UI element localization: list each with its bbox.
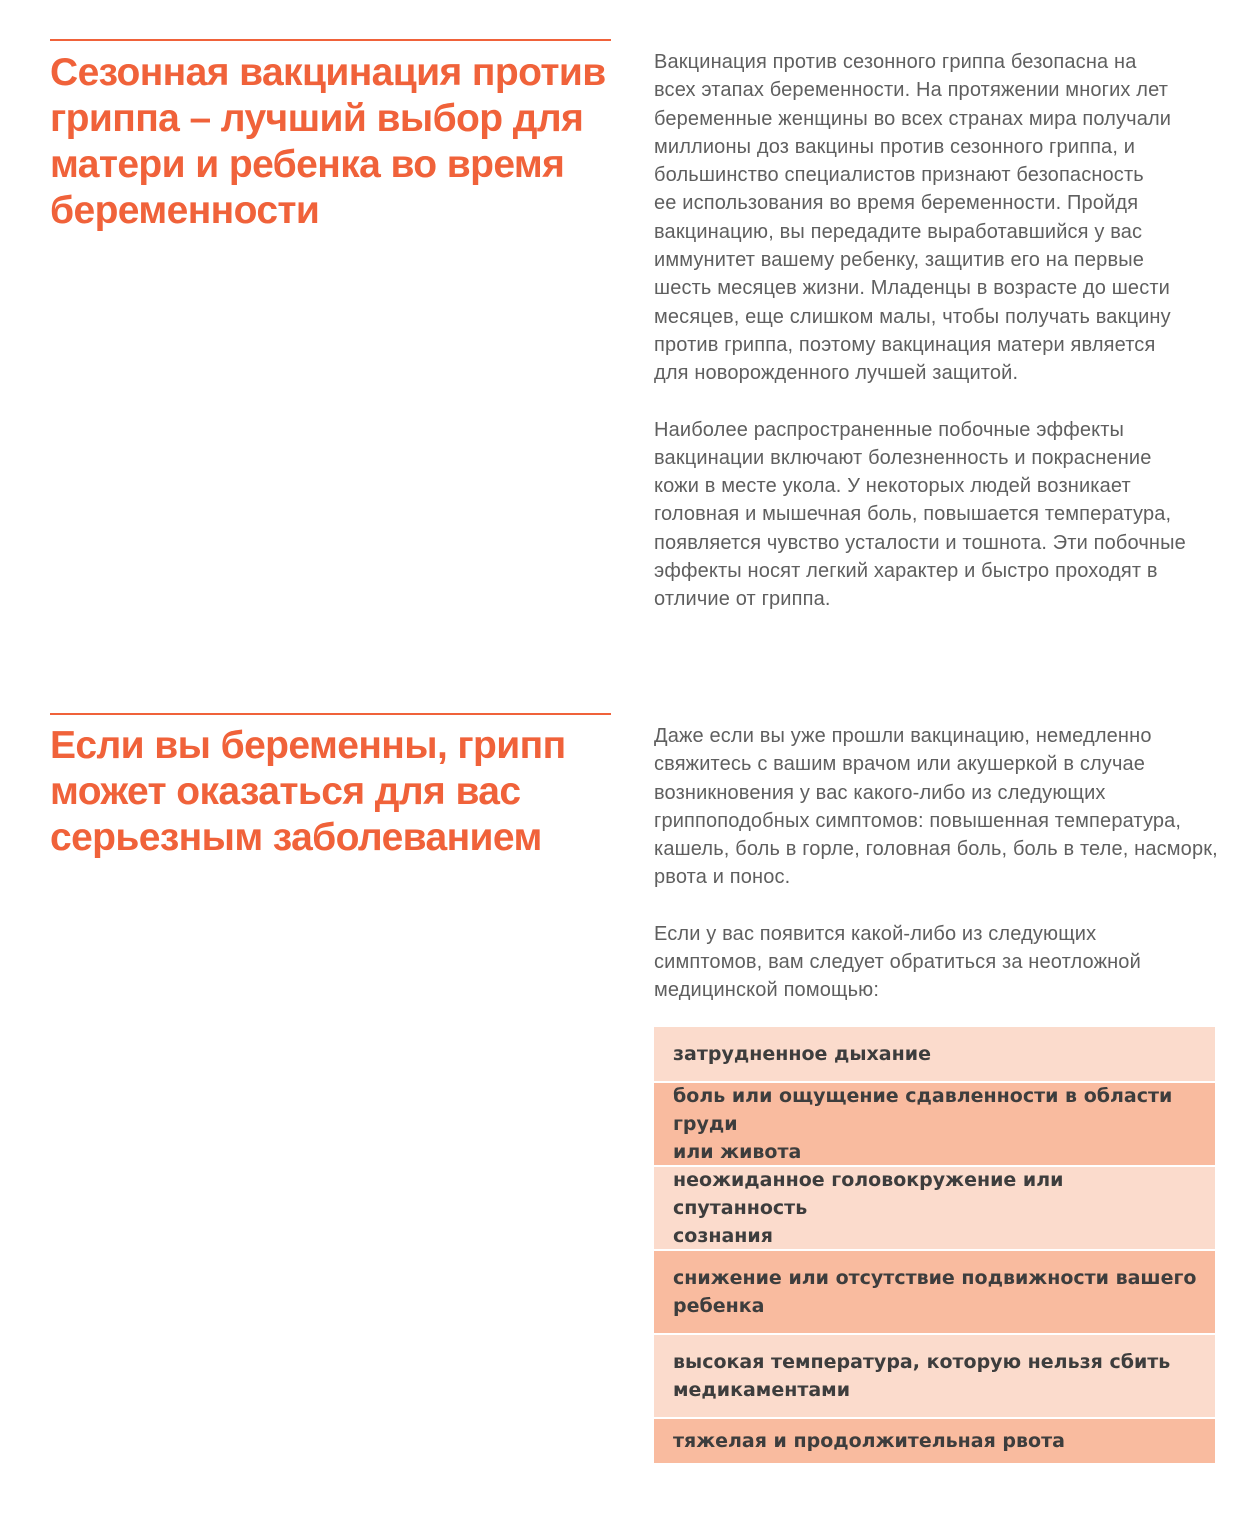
list-item: снижение или отсутствие подвижности вашего ребенка [654, 1251, 1215, 1335]
list-item: тяжелая и продолжительная рвота [654, 1419, 1215, 1463]
list-item: боль или ощущение сдавленности в области груди или живота [654, 1083, 1215, 1167]
list-item: неожиданное головокружение или спутанность сознания [654, 1167, 1215, 1251]
list-item: высокая температура, которую нельзя сбить медикаментами [654, 1335, 1215, 1419]
list-item: затрудненное дыхание [654, 1027, 1215, 1083]
paragraph: Если у вас появится какой-либо из следующих симптомов, вам следует обратиться за неотложной медицинской помощью: [654, 922, 1141, 1002]
section-body [654, 722, 1224, 1005]
section-heading: Если вы беременны, грипп может оказаться для вас серьезным заболеванием [50, 724, 566, 859]
section-heading: Сезонная вакцинация против гриппа – лучший выбор для матери и ребенка во время беременности [50, 51, 606, 232]
section-divider [50, 713, 611, 715]
section-body [654, 48, 1224, 614]
emergency-symptoms-list [654, 1027, 1215, 1463]
section-divider [50, 39, 611, 41]
paragraph: Наиболее распространенные побочные эффекты вакцинации включают болезненность и покраснение кожи в месте укола. У некоторых людей возникает головная и мышечная боль, повышается температура, появляется чувство усталости и тошнота. Эти побочные эффекты носят легкий характер и быстро проходят в отличие от гриппа. [654, 418, 1186, 611]
paragraph: Даже если вы уже прошли вакцинацию, немедленно свяжитесь с вашим врачом или акушеркой в случае возникновения у вас какого-либо из следующих гриппоподобных симптомов: повышенная температура, кашель, боль в горле, головная боль, боль в теле, насморк, рвота и понос. [654, 725, 1218, 889]
paragraph: Вакцинация против сезонного гриппа безопасна на всех этапах беременности. На протяжении многих лет беременные женщины во всех странах мира получали миллионы доз вакцины против сезонного гриппа, и большинство специалистов признают безопасность ее использования во время беременности. Пройдя вакцинацию, вы передадите выработавшийся у вас иммунитет вашему ребенку, защитив его на первые шесть месяцев жизни. Младенцы в возрасте до шести месяцев, еще слишком малы, чтобы получать вакцину против гриппа, поэтому вакцинация матери является для новорожденного лучшей защитой. [654, 51, 1172, 385]
